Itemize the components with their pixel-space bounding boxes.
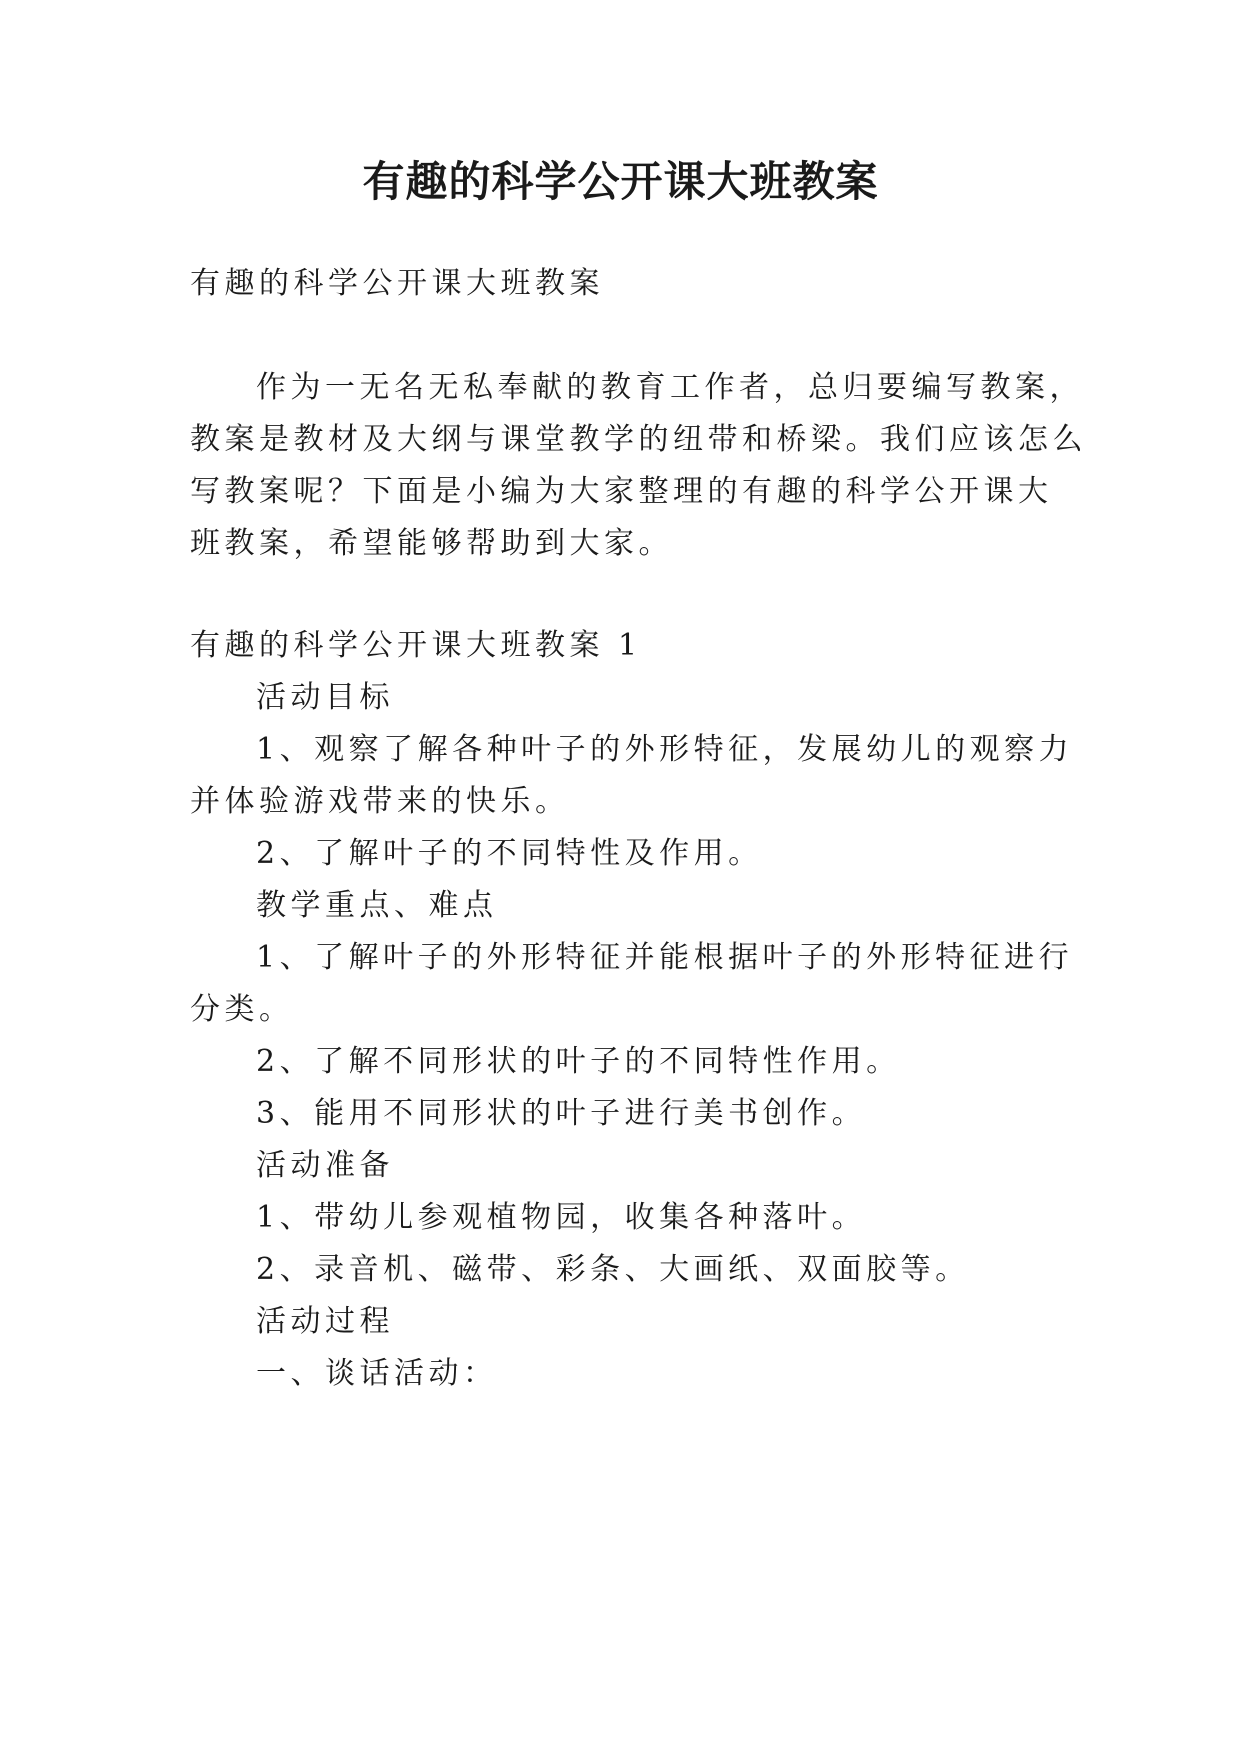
document-title: 有趣的科学公开课大班教案 [362,157,879,206]
goal-1-line-2: 并体验游戏带来的快乐。 [190,784,570,819]
key-1-line-2: 分类。 [190,992,294,1027]
goal-2: 2、了解叶子的不同特性及作用。 [256,836,763,871]
prep-1: 1、带幼儿参观植物园，收集各种落叶。 [256,1200,867,1235]
process-1: 一、谈话活动： [256,1356,498,1391]
process-heading: 活动过程 [256,1304,394,1339]
key-points-heading: 教学重点、难点 [256,888,498,923]
preparation-heading: 活动准备 [256,1148,394,1183]
document-subtitle: 有趣的科学公开课大班教案 [190,266,604,301]
key-3: 3、能用不同形状的叶子进行美书创作。 [256,1096,867,1131]
intro-line-3: 写教案呢？下面是小编为大家整理的有趣的科学公开课大 [190,474,1053,509]
key-1-line-1: 1、了解叶子的外形特征并能根据叶子的外形特征进行 [256,940,1074,975]
goal-1-line-1: 1、观察了解各种叶子的外形特征，发展幼儿的观察力 [256,732,1074,767]
intro-line-2: 教案是教材及大纲与课堂教学的纽带和桥梁。我们应该怎么 [190,422,1087,457]
key-2: 2、了解不同形状的叶子的不同特性作用。 [256,1044,901,1079]
intro-line-1: 作为一无名无私奉献的教育工作者，总归要编写教案， [256,370,1084,405]
section-heading: 有趣的科学公开课大班教案 1 [190,628,642,663]
activity-goal-heading: 活动目标 [256,680,394,715]
intro-line-4: 班教案，希望能够帮助到大家。 [190,526,673,561]
prep-2: 2、录音机、磁带、彩条、大画纸、双面胶等。 [256,1252,970,1287]
